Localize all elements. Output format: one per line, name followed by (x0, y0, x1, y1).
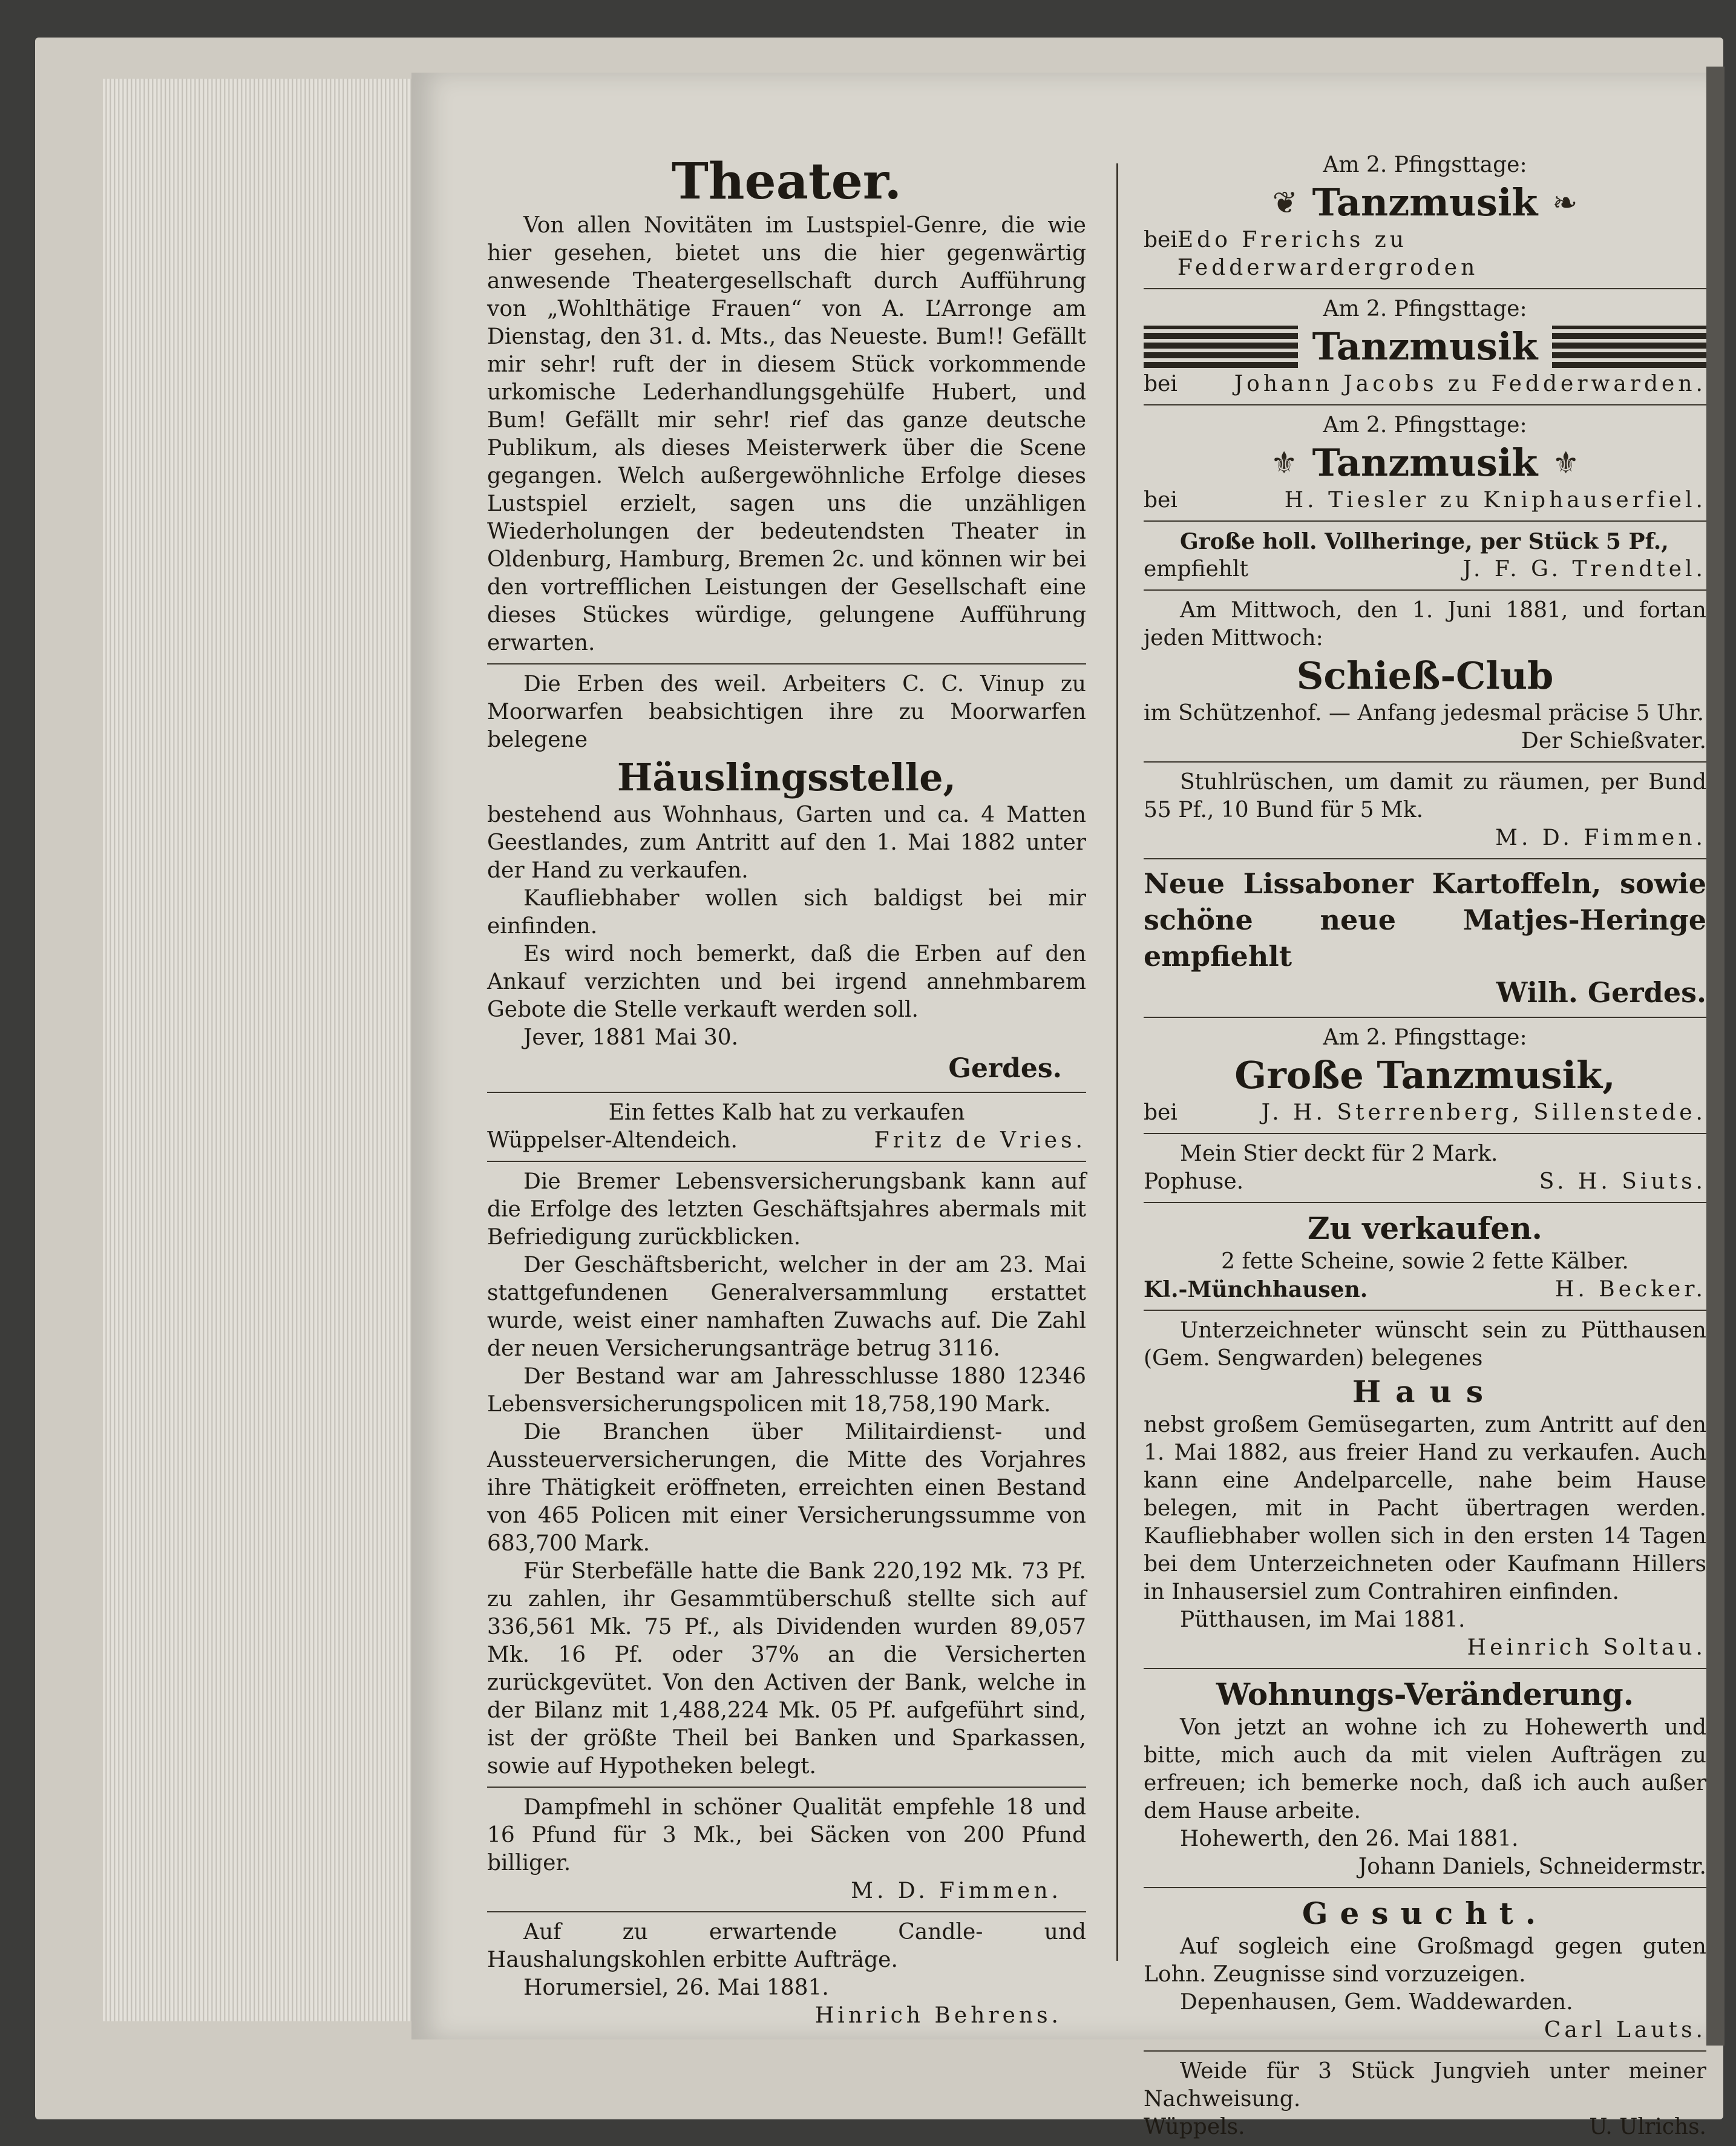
verkaufen-title: Zu verkaufen. (1308, 1210, 1542, 1246)
divider (1144, 1017, 1706, 1018)
theater-notice (487, 151, 1086, 657)
haeusling-sign: Gerdes. (948, 1053, 1062, 1084)
haus-sign: Heinrich Soltau. (1467, 1635, 1706, 1660)
divider (487, 1911, 1086, 1912)
haus-date: Pütthausen, im Mai 1881. (1180, 1607, 1466, 1632)
weide-text: Weide für 3 Stück Jungvieh unter meiner Nachweisung. (1144, 2059, 1706, 2112)
gesucht-sign: Carl Lauts. (1544, 2018, 1706, 2043)
divider (487, 1787, 1086, 1788)
tanz1-title-row (1144, 179, 1706, 226)
grosse-tanz-title: Große Tanzmusik, (1234, 1053, 1616, 1097)
weide-notice (1144, 2058, 1706, 2141)
gesucht-place: Depenhausen, Gem. Waddewarden. (1180, 1990, 1573, 2015)
bank-p3: Der Bestand war am Jahresschlusse 1880 12346 Lebensversicherungspolicen mit 18,758,190 Mark. (487, 1364, 1086, 1417)
divider (1144, 1668, 1706, 1669)
grosse-tanz-footer (1144, 1099, 1706, 1127)
stier-notice (1144, 1140, 1706, 1196)
dampfmehl-text: Dampfmehl in schöner Qualität empfehle 18 und 16 Pfund für 3 Mk., bei Säcken von 200 Pfund billiger. (487, 1795, 1086, 1875)
kohlen-notice (487, 1918, 1086, 2030)
stuhl-text: Stuhlrüschen, um damit zu räumen, per Bund 55 Pf., 10 Bund für 5 Mk. (1144, 770, 1706, 822)
divider (1144, 589, 1706, 591)
tanz3-top: Am 2. Pfingsttage: (1323, 413, 1527, 438)
verkaufen-footer (1144, 1276, 1706, 1304)
vollhering-notice (1144, 528, 1706, 583)
ornament-icon: ❦ (1272, 185, 1298, 220)
decorative-bars-icon (1144, 326, 1298, 368)
haeusling-p2: Kaufliebhaber wollen sich baldigst bei mir einfinden. (487, 886, 1086, 939)
divider (1144, 2050, 1706, 2052)
haeusling-title: Häuslingsstelle, (617, 755, 957, 799)
stier-name: S. H. Siuts. (1539, 1169, 1706, 1194)
bank-p5: Für Sterbefälle hatte die Bank 220,192 Mk. 73 Pf. zu zahlen, ihr Gesammtüberschuß stellte sich auf 336,561 Mk. 75 Pf., als Dividenden wurden 89,057 Mk. 16 Pf. oder 37% an die Versicherten zurückgevütet. Von den Activen der Bank, welche in der Bilanz mit 1,488,224 Mk. 05 Pf. aufgeführt sind, ist der größte Theil bei Banken und Sparkassen, sowie auf Hypotheken belegt. (487, 1559, 1086, 1779)
vollhering-footer (1144, 556, 1706, 583)
vollhering-left: empfiehlt (1144, 557, 1248, 582)
left-column (487, 151, 1086, 2030)
tanz3-title-row (1144, 439, 1706, 487)
right-page-edge (1706, 67, 1725, 2046)
stuhl-sign: M. D. Fimmen. (1495, 825, 1706, 850)
verkaufen-place: Kl.-Münchhausen. (1144, 1277, 1368, 1302)
schiess-p2: im Schützenhof. — Anfang jedesmal präcise 5 Uhr. (1144, 701, 1705, 726)
ornament-icon: ⚜ (1270, 445, 1298, 481)
divider (1144, 761, 1706, 763)
tanz1-top: Am 2. Pfingsttage: (1323, 153, 1527, 177)
right-column (1144, 151, 1706, 2141)
wohnung-sign: Johann Daniels, Schneidermstr. (1358, 1854, 1706, 1879)
divider (1144, 520, 1706, 522)
haus-intro: Unterzeichneter wünscht sein zu Pütthausen (Gem. Sengwarden) belegenes (1144, 1318, 1706, 1371)
decorative-bars-icon (1552, 326, 1706, 368)
divider (1144, 404, 1706, 405)
ornament-icon: ⚜ (1552, 445, 1580, 481)
haus-notice (1144, 1317, 1706, 1662)
wohnung-date: Hohewerth, den 26. Mai 1881. (1180, 1826, 1519, 1851)
vollhering-right: J. F. G. Trendtel. (1462, 557, 1706, 582)
tanz3-who: H. Tiesler zu Kniphauserfiel. (1284, 488, 1706, 513)
page-edges (103, 79, 418, 2021)
bank-p4: Die Branchen über Militairdienst- und Aussteuerversicherungen, die Mitte des Vorjahres ihre Thätigkeit eröffneten, erreichten einen Bestand von 465 Policen mit einer Versicherungssumme von 683,700 Mark. (487, 1420, 1086, 1556)
wohnung-notice (1144, 1675, 1706, 1881)
stier-text: Mein Stier deckt für 2 Mark. (1180, 1141, 1498, 1166)
verkaufen-notice (1144, 1209, 1706, 1304)
kalb-name: Fritz de Vries. (874, 1128, 1086, 1153)
wohnung-p1: Von jetzt an wohne ich zu Hohewerth und bitte, mich auch da mit vielen Aufträgen zu erfreuen; ich bemerke noch, daß ich auch außer dem Hause arbeite. (1144, 1715, 1706, 1823)
divider (487, 1161, 1086, 1162)
tanz2-who: Johann Jacobs zu Fedderwarden. (1234, 372, 1706, 396)
theater-body: Von allen Novitäten im Lustspiel-Genre, die wie hier gesehen, bietet uns die hier gegenwärtig anwesende Theatergesellschaft durch Aufführung von „Wohlthätige Frauen“ von A. L’Arronge am Dienstag, den 31. d. Mts., das Neueste. Bum!! Gefällt mir sehr! ruft der in diesem Stück vorkommende urkomische Lederhandlungsgehülfe Hubert, und Bum! Gefällt mir sehr! rief das ganze deutsche Publikum, als dieses Meisterwerk über die Scene gegangen. Welch außergewöhnliche Erfolge dieses Lustspiel erzielt, sagen uns die unzähligen Wiederholungen der bedeutendsten Theater in Oldenburg, Hamburg, Bremen 2c. und können wir bei den vortrefflichen Leistungen der Gesellschaft eine dieses Stückes würdige, gelungene Aufführung erwarten. (487, 213, 1086, 655)
tanz2-top: Am 2. Pfingsttage: (1323, 297, 1527, 321)
stier-footer (1144, 1168, 1706, 1196)
kohlen-sign: Hinrich Behrens. (814, 2003, 1062, 2028)
haeusling-date: Jever, 1881 Mai 30. (523, 1025, 739, 1050)
tanz2-title: Tanzmusik (1312, 324, 1538, 369)
kohlen-date: Horumersiel, 26. Mai 1881. (523, 1975, 829, 2000)
bank-p2: Der Geschäftsbericht, welcher in der am 23. Mai stattgefundenen Generalversammlung erstattet wurde, weist einer namhaften Zuwachs auf. Die Zahl der neuen Versicherungsanträge betrug 3116. (487, 1253, 1086, 1361)
verkaufen-text: 2 fette Scheine, sowie 2 fette Kälber. (1221, 1249, 1629, 1274)
divider (487, 663, 1086, 664)
stuhl-notice (1144, 769, 1706, 852)
divider (1144, 1310, 1706, 1311)
kalb-footer (487, 1127, 1086, 1155)
tanz1-who: Edo Frerichs zu Fedderwardergroden (1177, 228, 1479, 280)
dampfmehl-notice (487, 1794, 1086, 1905)
schiess-sign: Der Schießvater. (1521, 729, 1706, 753)
gesucht-notice (1144, 1894, 1706, 2044)
verkaufen-name: H. Becker. (1554, 1277, 1706, 1302)
kalb-text: Ein fettes Kalb hat zu verkaufen (608, 1100, 965, 1125)
tanz2-title-row (1144, 323, 1706, 370)
tanz1-footer (1144, 226, 1706, 282)
tanz3-notice (1144, 412, 1706, 514)
bank-notice (487, 1168, 1086, 1780)
haeusling-p3: Es wird noch bemerkt, daß die Erben auf den Ankauf verzichten und bei irgend annehmbarem Gebote die Stelle verkauft werden soll. (487, 942, 1086, 1022)
haus-title: Haus (1352, 1374, 1498, 1409)
kartoffeln-notice (1144, 865, 1706, 1011)
kartoffeln-text: Neue Lissaboner Kartoffeln, sowie schöne neue Matjes-Heringe empfiehlt (1144, 867, 1706, 973)
weide-footer (1144, 2113, 1706, 2141)
kohlen-text: Auf zu erwartende Candle- und Haushalungskohlen erbitte Aufträge. (487, 1920, 1086, 1972)
divider (487, 1092, 1086, 1093)
schiess-notice (1144, 597, 1706, 755)
grosse-tanz-bei: bei (1144, 1100, 1178, 1125)
haeusling-p1: bestehend aus Wohnhaus, Garten und ca. 4 Matten Geestlandes, zum Antritt auf den 1. Mai 1882 unter der Hand zu verkaufen. (487, 802, 1086, 883)
divider (1144, 1887, 1706, 1888)
dampfmehl-sign: M. D. Fimmen. (851, 1879, 1062, 1903)
haeusling-intro: Die Erben des weil. Arbeiters C. C. Vinup zu Moorwarfen beabsichtigen ihre zu Moorwarfen belegene (487, 672, 1086, 752)
vollhering-line1: Große holl. Vollheringe, per Stück 5 Pf., (1180, 529, 1669, 554)
weide-name: U. Ulrichs. (1589, 2115, 1706, 2139)
ornament-icon: ❧ (1552, 185, 1578, 220)
wohnung-title: Wohnungs-Veränderung. (1216, 1676, 1634, 1712)
tanz3-bei: bei (1144, 488, 1178, 513)
divider (1144, 858, 1706, 859)
grosse-tanz-who: J. H. Sterrenberg, Sillenstede. (1261, 1100, 1706, 1125)
column-rule (1116, 163, 1118, 1961)
bank-p1: Die Bremer Lebensversicherungsbank kann auf die Erfolge des letzten Geschäftsjahres abermals mit Befriedigung zurückblicken. (487, 1169, 1086, 1250)
divider (1144, 1202, 1706, 1203)
gesucht-title: Gesucht. (1302, 1895, 1548, 1931)
divider (1144, 1133, 1706, 1134)
kalb-place: Wüppelser-Altendeich. (487, 1128, 738, 1153)
schiess-title: Schieß-Club (1296, 654, 1554, 698)
tanz1-notice (1144, 151, 1706, 282)
theater-title: Theater. (671, 153, 902, 211)
stier-place: Pophuse. (1144, 1169, 1244, 1194)
weide-place: Wüppels. (1144, 2115, 1245, 2139)
gesucht-p1: Auf sogleich eine Großmagd gegen guten Lohn. Zeugnisse sind vorzuzeigen. (1144, 1934, 1706, 1987)
tanz2-footer (1144, 370, 1706, 398)
tanz1-bei: bei (1144, 228, 1178, 252)
grosse-tanz-notice (1144, 1024, 1706, 1127)
divider (1144, 288, 1706, 289)
tanz3-footer (1144, 487, 1706, 514)
haus-p1: nebst großem Gemüsegarten, zum Antritt auf den 1. Mai 1882, aus freier Hand zu verkaufen. Auch kann eine Andelparcelle, nahe beim Hause belegen, mit in Pacht übertragen werden. Kaufliebhaber wollen sich in den ersten 14 Tagen bei dem Unterzeichneten oder Kaufmann Hillers in Inhausersiel zum Contrahiren einfinden. (1144, 1413, 1706, 1604)
tanz3-title: Tanzmusik (1312, 441, 1538, 485)
tanz2-bei: bei (1144, 372, 1178, 396)
haeusling-notice (487, 671, 1086, 1086)
schiess-p1: Am Mittwoch, den 1. Juni 1881, und fortan jeden Mittwoch: (1144, 598, 1706, 651)
tanz1-title: Tanzmusik (1312, 180, 1538, 225)
kartoffeln-sign: Wilh. Gerdes. (1496, 976, 1706, 1009)
kalb-notice (487, 1099, 1086, 1155)
grosse-tanz-top: Am 2. Pfingsttage: (1323, 1025, 1527, 1050)
tanz2-notice (1144, 295, 1706, 398)
